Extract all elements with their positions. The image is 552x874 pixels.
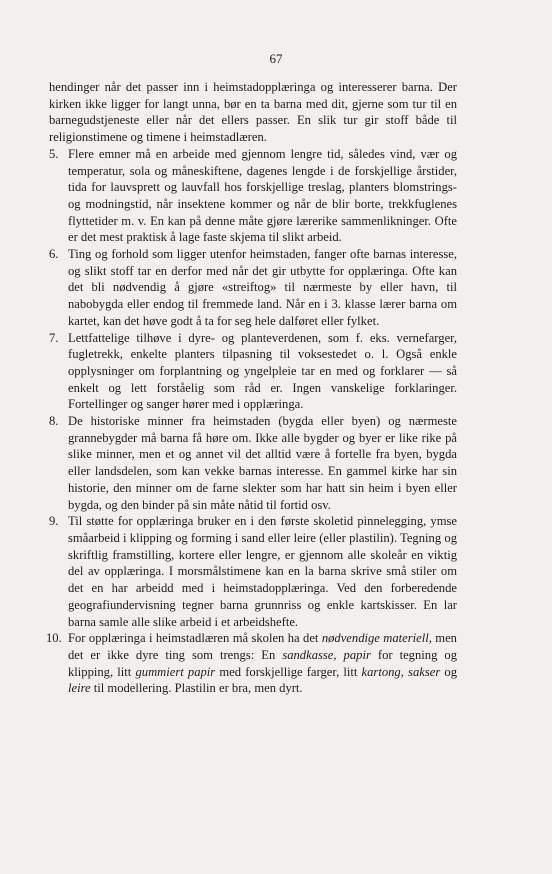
text-run: med forskjellige farger, litt bbox=[215, 664, 362, 679]
item-number: 6. bbox=[49, 247, 59, 262]
emphasis-run: gummiert papir bbox=[135, 664, 216, 679]
intro-paragraph: hendinger når det passer inn i heimstadopplæringa og interesserer barna. Der kirken ikke ligger for langt unna, bør en ta barna med dit, gjerne som tur til en barnegudstjeneste eller når det ellers passer. En slik tur gir stoff både til religionstimene og timene i heimstadlæren. bbox=[49, 80, 457, 145]
text-run: men det er ikke dyre ting som trengs: En bbox=[68, 631, 457, 662]
list-item bbox=[49, 513, 457, 630]
emphasis-run: kartong, sakser bbox=[361, 664, 441, 679]
list-item bbox=[49, 246, 457, 330]
emphasis-run: leire bbox=[68, 681, 91, 696]
item-text: De historiske minner fra heimstaden (bygda eller byen) og nærmeste grannebygder må barna få høre om. Ikke alle bygder og byer er like rike på slike minner, men et og annet vil det alltid være å fortelle fra byen, bygda eller landsdelen, som kan vekke barnas interesse. En gammel kirke har sin historie, den minner om de farne slekter som har hatt sin heim i byen eller bygda, og den binder på sin måte nåtid til fortid osv. bbox=[68, 414, 457, 512]
item-number: 5. bbox=[49, 146, 59, 161]
item-text: Til støtte for opplæringa bruker en i den første skoletid pinnelegging, ymse småarbeid i klipping og forming i sand eller leire (eller plastilin). Tegning og skriftlig framstilling, kortere eller lengre, er gjennom alle skoleår en viktig del av opplæringa. I morsmålstimene kan en la barna skrive små stiler om det en har arbeidd med i heimstadopplæringa. Ved den forberedende geografiundervisning tegner barna grunnriss og enkle kartskisser. En lar barna samle alle slike arbeid i et arbeidshefte. bbox=[68, 514, 457, 629]
item-number: 7. bbox=[49, 330, 59, 345]
item-number: 10. bbox=[46, 631, 62, 646]
page-number: 67 bbox=[269, 51, 283, 66]
emphasis-run: nødvendige materiell, bbox=[321, 631, 432, 646]
list-item bbox=[49, 146, 457, 246]
list-item bbox=[49, 413, 457, 513]
text-run: For opplæringa i heimstadlæren må skolen ha det bbox=[68, 631, 322, 646]
emphasis-run: sandkasse, papir bbox=[282, 647, 371, 662]
text-run: og bbox=[440, 664, 457, 679]
item-text: Ting og forhold som ligger utenfor heimstaden, fanger ofte barnas interesse, og slikt stoff tar en derfor med når det gir utbytte for opplæringa. Ofte kan det bli nødvendig å gjøre «streiftog» til nærmeste by eller havn, til nabobygda eller endog til fremmede land. Når en i 3. klasse lærer barna om kartet, kan det høve godt å ta for seg hele dalføret eller fylket. bbox=[68, 247, 457, 328]
item-text: Flere emner må en arbeide med gjennom lengre tid, således vind, vær og temperatur, sola og måneskiftene, dagenes lengde i de forskjellige årstider, tida for lauvsprett og lauvfall hos forskjellige treslag, planters blomstrings- og modningstid, når insektene kommer og når de blir borte, trekkfuglenes flyttetider m. v. En kan på denne måte gjøre lærerike sammenlikninger. Ofte er det mest praktisk å lage faste skjema til slikt arbeid. bbox=[68, 146, 457, 245]
text-run: til modellering. Plastilin er bra, men dyrt. bbox=[90, 681, 303, 696]
item-text: Lettfattelige tilhøve i dyre- og planteverdenen, som f. eks. vernefarger, fugletrekk, enkelte planters tilpasning til voksestedet o. l. Også enkle opplysninger om forplantning og yngelpleie tar en med og forklarer — så enkelt og lett forståelig som råd er. Ingen vanskelige forklaringer. Fortellinger og sanger hører med i opplæringa. bbox=[68, 330, 457, 412]
page-body bbox=[46, 79, 457, 697]
item-number: 9. bbox=[49, 514, 59, 529]
item-text bbox=[68, 630, 457, 697]
text-run: for tegning og klipping, litt bbox=[68, 647, 457, 679]
list-item bbox=[46, 630, 457, 697]
list-item bbox=[49, 330, 457, 414]
item-number: 8. bbox=[49, 414, 59, 429]
